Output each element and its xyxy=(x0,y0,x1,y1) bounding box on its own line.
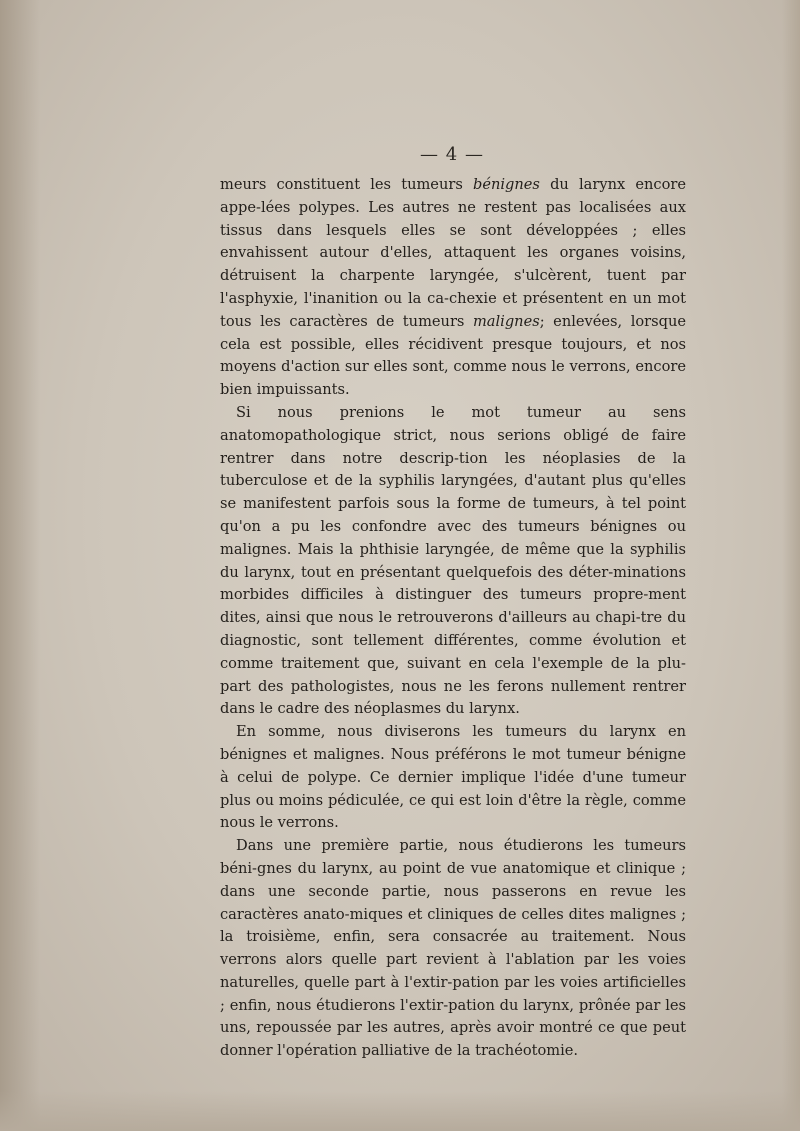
paragraph-2: Si nous prenions le mot tumeur au sens anatomopathologique strict, nous serions obligé de faire rentrer dans notre descrip-tion les néoplasies de la tuberculose et de la syphilis laryngées, d'autant plus qu'elles se manifestent parfois sous la forme de tumeurs, à tel point qu'on a pu les confondre avec des tumeurs bénignes ou malignes. Mais la phthisie laryngée, de même que la syphilis du larynx, tout en présentant quelquefois des déter-minations morbides difficiles à distinguer des tumeurs propre-ment dites, ainsi que nous le retrouverons d'ailleurs au chapi-tre du diagnostic, sont tellement différentes, comme évolution et comme traitement que, suivant en cela l'exemple de la plu-part des pathologistes, nous ne les ferons nullement rentrer dans le cadre des néoplasmes du larynx. xyxy=(220,403,686,718)
paragraph-1-part-c: du larynx encore appe-lées polypes. Les autres ne restent pas localisées aux tissus dans lesquels elles se sont développées ; elles envahissent autour d'elles, attaquent les organes voisins, détruisent la charpente laryngée, s'ulcèrent, tuent par l'asphyxie, l'inanition ou la ca-chexie et présentent en un mot tous les caractères de tumeurs xyxy=(220,176,686,330)
paragraph-1-part-e: ; enlevées, lorsque cela est possible, elles récidivent presque toujours, et nos moyens d'action sur elles sont, comme nous le verrons, encore bien impuissants. xyxy=(220,312,687,399)
paragraph-1-emphasis-benignes: bénignes xyxy=(472,176,540,193)
page-edge-shadow-left xyxy=(0,0,40,1131)
paragraph-1-emphasis-malignes: malignes xyxy=(472,312,540,330)
paragraph-3: En somme, nous diviserons les tumeurs du larynx en bénignes et malignes. Nous préférons le mot tumeur bénigne à celui de polype. Ce dernier implique l'idée d'une tumeur plus ou moins pédiculée, ce qui est loin d'être la règle, comme nous le verrons. xyxy=(220,723,686,832)
paragraph-1 xyxy=(220,174,686,402)
body-text xyxy=(220,174,686,1063)
page-edge-shadow-bottom xyxy=(0,1091,800,1131)
paragraph-4: Dans une première partie, nous étudierons les tumeurs béni-gnes du larynx, au point de vue anatomique et clinique ; dans une seconde partie, nous passerons en revue les caractères anato-miques et cliniques de celles dites malignes ; la troisième, enfin, sera consacrée au traitement. Nous verrons alors quelle part revient à l'ablation par les voies naturelles, quelle part à l'extir-pation par les voies artificielles ; enfin, nous étudierons l'extir-pation du larynx, prônée par les uns, repoussée par les autres, après avoir montré ce que peut donner l'opération palliative de la trachéotomie. xyxy=(220,837,686,1060)
page-edge-shadow-right xyxy=(782,0,800,1131)
paragraph-1-part-a: meurs constituent les tumeurs xyxy=(220,176,473,193)
page-number: — 4 — xyxy=(420,144,484,165)
